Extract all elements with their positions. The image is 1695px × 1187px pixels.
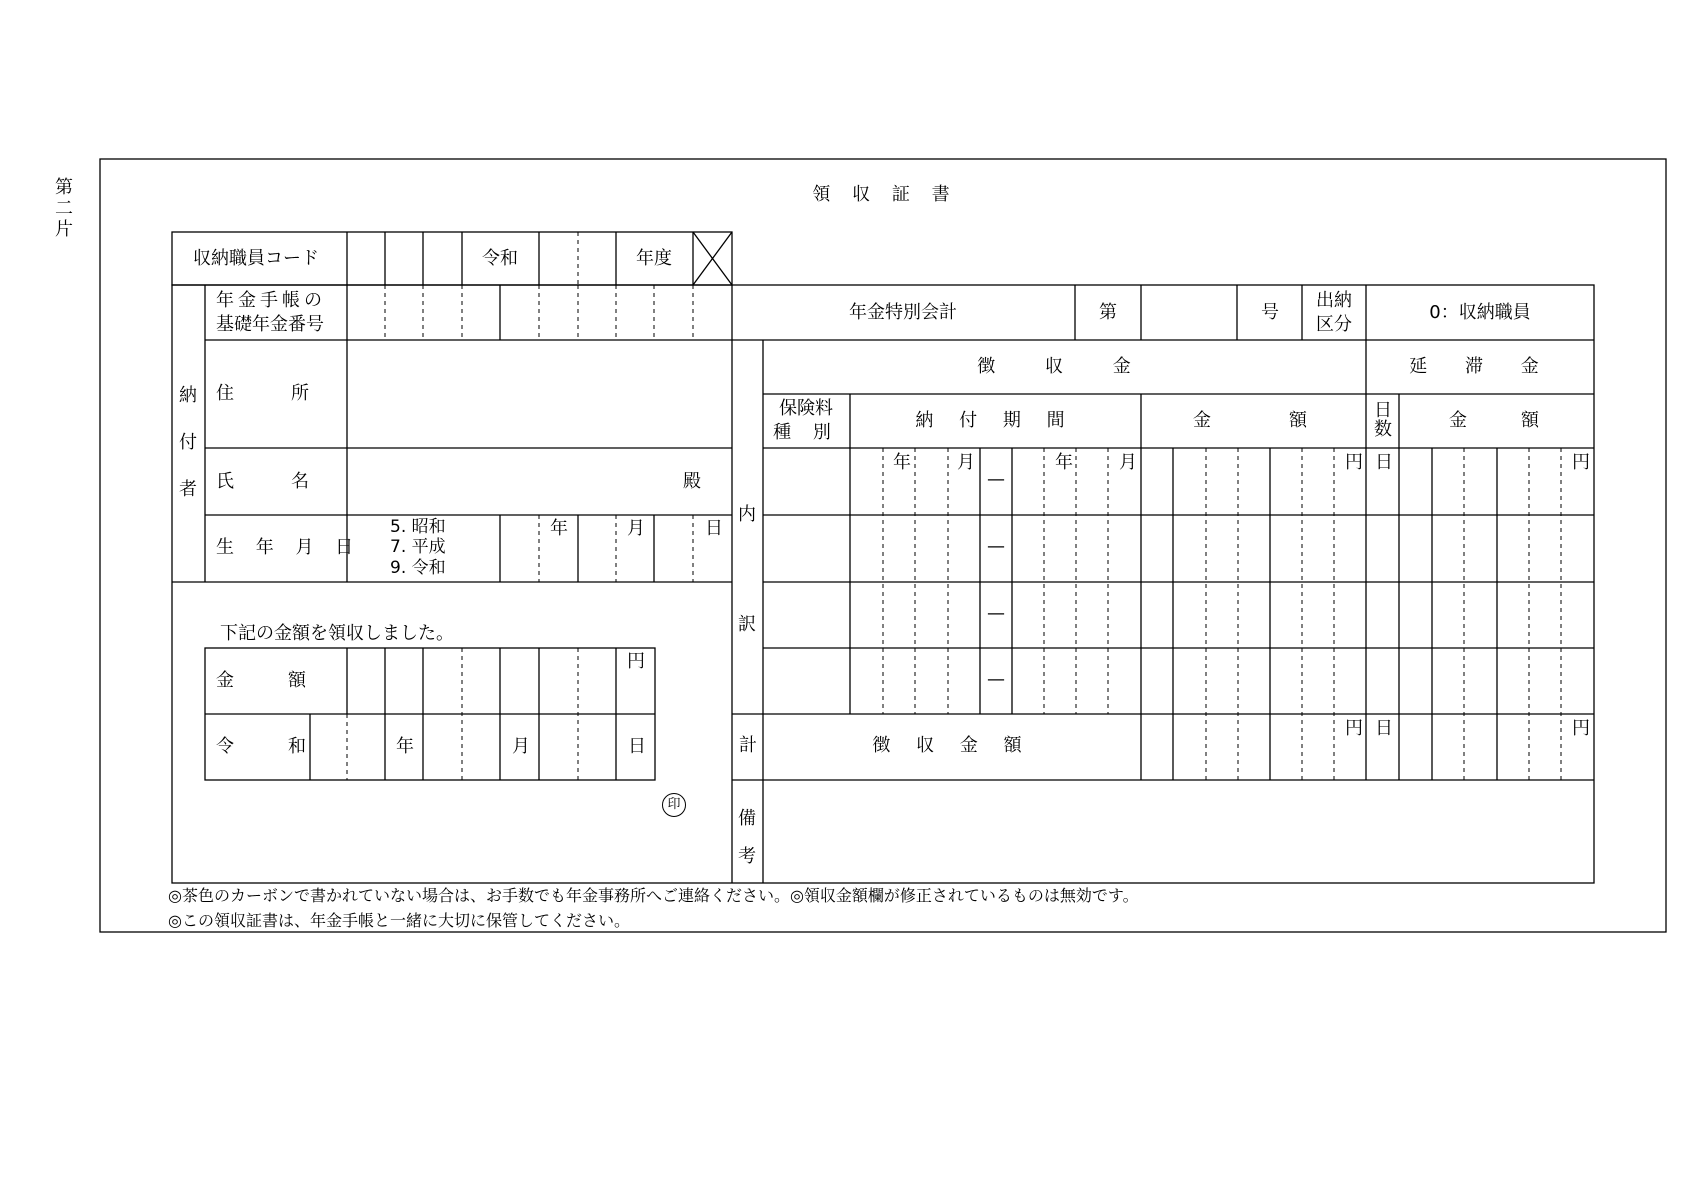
- total-days-unit: 日: [1375, 718, 1393, 739]
- period-end-month-unit: 月: [1119, 452, 1137, 473]
- receipt-year-unit: 年: [396, 736, 414, 757]
- receipt-date-era: 令 和: [216, 736, 312, 757]
- late-fee-heading: 延 滞 金: [1409, 356, 1555, 377]
- payer-section-label: 納付者: [179, 385, 197, 500]
- amount-yen-unit: 円: [1345, 452, 1363, 473]
- payment-period-label: 納 付 期 間: [915, 410, 1075, 431]
- fiscal-year-label: 年度: [636, 248, 672, 269]
- name-suffix: 殿: [683, 471, 701, 492]
- birthdate-label: 生 年 月 日: [216, 537, 362, 558]
- total-yen-unit: 円: [1345, 718, 1363, 739]
- late-amount-label: 金 額: [1449, 410, 1545, 431]
- account-number-suffix: 号: [1261, 302, 1279, 323]
- collector-code-label: 収納職員コード: [193, 248, 319, 269]
- total-collected-label: 徴 収 金 額: [872, 735, 1032, 756]
- late-amount-yen-unit: 円: [1572, 452, 1590, 473]
- payment-type-label-line2: 区分: [1316, 314, 1352, 335]
- side-label: 第二片: [55, 177, 73, 240]
- era-option-heisei: 7. 平成: [390, 537, 446, 557]
- note-line-1: ◎茶色のカーボンで書かれていない場合は、お手数でも年金事務所へご連絡ください。◎領収金額欄が修正されているものは無効です。: [168, 886, 1139, 905]
- note-line-2: ◎この領収証書は、年金手帳と一緒に大切に保管してください。: [168, 911, 630, 930]
- name-label: 氏 名: [216, 471, 316, 492]
- receipt-day-unit: 日: [628, 736, 646, 757]
- period-dash: —: [987, 603, 1005, 624]
- days-label-line2: 数: [1374, 419, 1392, 440]
- pension-number-label-line2: 基礎年金番号: [216, 314, 324, 335]
- days-label-line1: 日: [1374, 400, 1392, 421]
- payment-type-value: 0：収納職員: [1429, 302, 1531, 323]
- period-dash: —: [987, 469, 1005, 490]
- receipt-amount-label: 金 額: [216, 670, 312, 691]
- address-label: 住 所: [216, 383, 316, 404]
- pension-number-label-line1: 年金手帳の: [216, 290, 326, 311]
- header-era-label: 令和: [482, 248, 518, 269]
- document-title: 領 収 証 書: [812, 184, 958, 205]
- total-late-yen-unit: 円: [1572, 718, 1590, 739]
- insurance-type-label-line1: 保険料: [779, 398, 833, 419]
- period-dash: —: [987, 669, 1005, 690]
- birth-year-unit: 年: [550, 518, 568, 539]
- period-dash: —: [987, 536, 1005, 557]
- total-label: 計: [739, 735, 757, 756]
- payment-type-label-line1: 出納: [1316, 290, 1352, 311]
- period-start-year-unit: 年: [893, 452, 911, 473]
- remarks-label: 備考: [738, 808, 756, 867]
- amount-label: 金 額: [1193, 410, 1313, 431]
- receipt-yen-unit: 円: [627, 651, 645, 672]
- special-account-label: 年金特別会計: [849, 302, 957, 323]
- insurance-type-label-line2: 種 別: [773, 422, 839, 443]
- era-option-reiwa: 9. 令和: [390, 558, 446, 578]
- seal-mark: 印: [662, 793, 686, 817]
- receipt-month-unit: 月: [512, 736, 530, 757]
- days-unit: 日: [1375, 452, 1393, 473]
- birth-month-unit: 月: [627, 518, 645, 539]
- era-option-showa: 5. 昭和: [390, 517, 446, 537]
- breakdown-section-label: 内訳: [738, 504, 756, 635]
- birth-day-unit: 日: [705, 518, 723, 539]
- collected-heading: 徴 収 金: [977, 356, 1153, 377]
- period-end-year-unit: 年: [1055, 452, 1073, 473]
- period-start-month-unit: 月: [957, 452, 975, 473]
- receipt-statement: 下記の金額を領収しました。: [220, 623, 454, 644]
- account-number-prefix: 第: [1099, 302, 1117, 323]
